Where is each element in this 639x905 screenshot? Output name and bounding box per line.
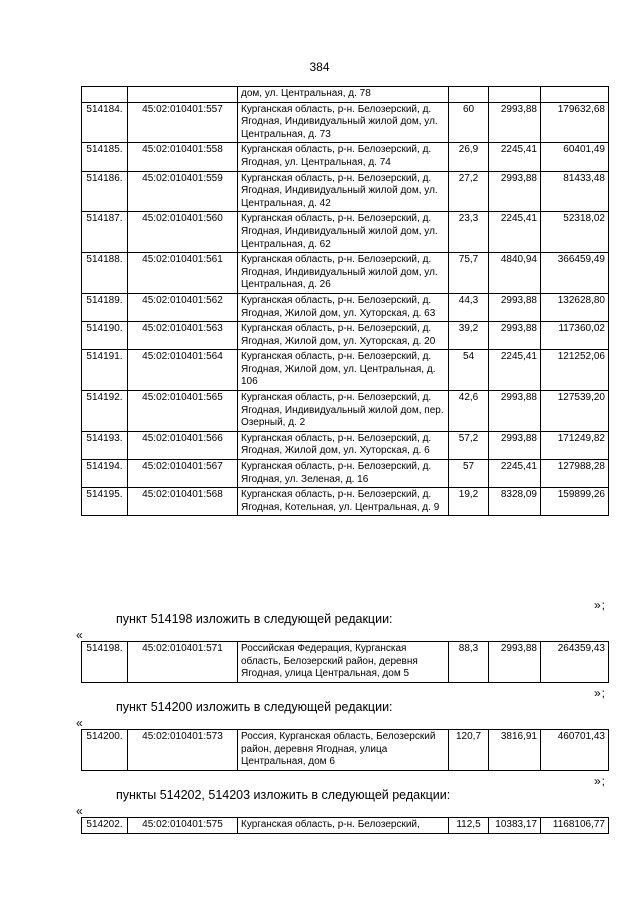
cadastral-number-cell: 45:02:010401:563 xyxy=(128,322,238,350)
table-row xyxy=(82,391,609,432)
cadastral-value-cell xyxy=(541,87,609,103)
cadastral-value-cell: 366459,49 xyxy=(541,253,609,294)
address-cell: Российская Федерация, Курганская область, Белозерский район, деревня Ягодная, улица Центральная, дом 5 xyxy=(238,642,449,683)
specific-value-cell: 10383,17 xyxy=(489,818,541,834)
table-row xyxy=(82,818,609,834)
address-cell: Курганская область, р-н. Белозерский, д. Ягодная, Котельная, ул. Центральная, д. 9 xyxy=(238,488,449,516)
specific-value-cell: 2245,41 xyxy=(489,460,541,488)
row-number-cell xyxy=(82,87,128,103)
cadastral-value-cell: 127988,28 xyxy=(541,460,609,488)
table-row xyxy=(82,143,609,171)
row-number-cell: 514184. xyxy=(82,102,128,143)
address-cell: Россия, Курганская область, Белозерский район, деревня Ягодная, улица Центральная, дом 6 xyxy=(238,730,449,771)
area-cell: 57 xyxy=(449,460,489,488)
amendment-paragraph: пункт 514200 изложить в следующей редакции: xyxy=(116,700,393,714)
row-number-cell: 514194. xyxy=(82,460,128,488)
table-row xyxy=(82,102,609,143)
address-cell: Курганская область, р-н. Белозерский, д. Ягодная, Жилой дом, ул. Хуторская, д. 63 xyxy=(238,293,449,321)
specific-value-cell: 2245,41 xyxy=(489,143,541,171)
address-cell: дом, ул. Центральная, д. 78 xyxy=(238,87,449,103)
table-row xyxy=(82,642,609,683)
cadastral-number-cell: 45:02:010401:573 xyxy=(128,730,238,771)
table-row xyxy=(82,488,609,516)
specific-value-cell: 2993,88 xyxy=(489,171,541,212)
table-row xyxy=(82,253,609,294)
page-number: 384 xyxy=(309,60,330,74)
row-number-cell: 514186. xyxy=(82,171,128,212)
address-cell: Курганская область, р-н. Белозерский, д. Ягодная, ул. Центральная, д. 74 xyxy=(238,143,449,171)
area-cell: 26,9 xyxy=(449,143,489,171)
row-number-cell: 514200. xyxy=(82,730,128,771)
table-row xyxy=(82,322,609,350)
cadastral-value-cell: 171249,82 xyxy=(541,431,609,459)
row-number-cell: 514193. xyxy=(82,431,128,459)
row-number-cell: 514202. xyxy=(82,818,128,834)
address-cell: Курганская область, р-н. Белозерский, д. Ягодная, Индивидуальный жилой дом, пер. Озерный, д. 2 xyxy=(238,391,449,432)
cadastral-value-cell: 60401,49 xyxy=(541,143,609,171)
specific-value-cell: 3816,91 xyxy=(489,730,541,771)
specific-value-cell: 4840,94 xyxy=(489,253,541,294)
cadastral-number-cell: 45:02:010401:560 xyxy=(128,212,238,253)
specific-value-cell: 2993,88 xyxy=(489,102,541,143)
cadastral-value-cell: 179632,68 xyxy=(541,102,609,143)
address-cell: Курганская область, р-н. Белозерский, д. Ягодная, Индивидуальный жилой дом, ул. Центральная, д. 62 xyxy=(238,212,449,253)
cadastral-value-cell: 121252,06 xyxy=(541,350,609,391)
cadastral-number-cell: 45:02:010401:575 xyxy=(128,818,238,834)
cadastral-value-cell: 264359,43 xyxy=(541,642,609,683)
area-cell: 23,3 xyxy=(449,212,489,253)
opening-quote: « xyxy=(76,628,83,642)
address-cell: Курганская область, р-н. Белозерский, д. Ягодная, ул. Зеленая, д. 16 xyxy=(238,460,449,488)
area-cell: 60 xyxy=(449,102,489,143)
cadastral-number-cell: 45:02:010401:565 xyxy=(128,391,238,432)
cadastral-value-cell: 1168106,77 xyxy=(541,818,609,834)
closing-quote: »; xyxy=(594,686,607,700)
closing-quote: »; xyxy=(594,598,607,612)
row-number-cell: 514187. xyxy=(82,212,128,253)
specific-value-cell: 8328,09 xyxy=(489,488,541,516)
area-cell: 112,5 xyxy=(449,818,489,834)
cadastral-number-cell: 45:02:010401:561 xyxy=(128,253,238,294)
register-table xyxy=(81,817,609,834)
cadastral-number-cell: 45:02:010401:558 xyxy=(128,143,238,171)
row-number-cell: 514188. xyxy=(82,253,128,294)
address-cell: Курганская область, р-н. Белозерский, д. Ягодная, Индивидуальный жилой дом, ул. Центральная, д. 42 xyxy=(238,171,449,212)
row-number-cell: 514192. xyxy=(82,391,128,432)
row-number-cell: 514185. xyxy=(82,143,128,171)
specific-value-cell xyxy=(489,87,541,103)
address-cell: Курганская область, р-н. Белозерский, д. Ягодная, Жилой дом, ул. Хуторская, д. 20 xyxy=(238,322,449,350)
address-cell: Курганская область, р-н. Белозерский, д. Ягодная, Жилой дом, ул. Хуторская, д. 6 xyxy=(238,431,449,459)
area-cell: 120,7 xyxy=(449,730,489,771)
area-cell: 54 xyxy=(449,350,489,391)
amendment-paragraph: пункты 514202, 514203 изложить в следующей редакции: xyxy=(116,788,451,802)
specific-value-cell: 2245,41 xyxy=(489,212,541,253)
table-row xyxy=(82,730,609,771)
area-cell: 42,6 xyxy=(449,391,489,432)
register-table xyxy=(81,729,609,771)
cadastral-value-cell: 81433,48 xyxy=(541,171,609,212)
closing-quote: »; xyxy=(594,774,607,788)
cadastral-value-cell: 159899,26 xyxy=(541,488,609,516)
specific-value-cell: 2993,88 xyxy=(489,322,541,350)
specific-value-cell: 2993,88 xyxy=(489,391,541,432)
table-row xyxy=(82,212,609,253)
opening-quote: « xyxy=(76,716,83,730)
area-cell xyxy=(449,87,489,103)
amendment-paragraph: пункт 514198 изложить в следующей редакции: xyxy=(116,612,393,626)
cadastral-value-cell: 117360,02 xyxy=(541,322,609,350)
area-cell: 44,3 xyxy=(449,293,489,321)
specific-value-cell: 2993,88 xyxy=(489,642,541,683)
cadastral-number-cell: 45:02:010401:567 xyxy=(128,460,238,488)
area-cell: 19,2 xyxy=(449,488,489,516)
cadastral-number-cell: 45:02:010401:568 xyxy=(128,488,238,516)
row-number-cell: 514191. xyxy=(82,350,128,391)
cadastral-number-cell: 45:02:010401:562 xyxy=(128,293,238,321)
cadastral-value-cell: 52318,02 xyxy=(541,212,609,253)
cadastral-value-cell: 127539,20 xyxy=(541,391,609,432)
address-cell: Курганская область, р-н. Белозерский, д. Ягодная, Индивидуальный жилой дом, ул. Центральная, д. 73 xyxy=(238,102,449,143)
area-cell: 75,7 xyxy=(449,253,489,294)
cadastral-value-cell: 132628,80 xyxy=(541,293,609,321)
row-number-cell: 514190. xyxy=(82,322,128,350)
table-row xyxy=(82,350,609,391)
cadastral-number-cell: 45:02:010401:566 xyxy=(128,431,238,459)
address-cell: Курганская область, р-н. Белозерский, д. Ягодная, Жилой дом, ул. Центральная, д. 106 xyxy=(238,350,449,391)
area-cell: 88,3 xyxy=(449,642,489,683)
opening-quote: « xyxy=(76,804,83,818)
register-table xyxy=(81,86,609,516)
area-cell: 57,2 xyxy=(449,431,489,459)
cadastral-number-cell: 45:02:010401:557 xyxy=(128,102,238,143)
table-row xyxy=(82,87,609,103)
table-row xyxy=(82,460,609,488)
cadastral-number-cell: 45:02:010401:559 xyxy=(128,171,238,212)
table-row xyxy=(82,293,609,321)
row-number-cell: 514189. xyxy=(82,293,128,321)
specific-value-cell: 2245,41 xyxy=(489,350,541,391)
register-table xyxy=(81,641,609,683)
row-number-cell: 514195. xyxy=(82,488,128,516)
specific-value-cell: 2993,88 xyxy=(489,431,541,459)
cadastral-number-cell xyxy=(128,87,238,103)
address-cell: Курганская область, р-н. Белозерский, д. Ягодная, Индивидуальный жилой дом, ул. Центральная, д. 26 xyxy=(238,253,449,294)
table-row xyxy=(82,431,609,459)
area-cell: 27,2 xyxy=(449,171,489,212)
table-row xyxy=(82,171,609,212)
cadastral-value-cell: 460701,43 xyxy=(541,730,609,771)
area-cell: 39,2 xyxy=(449,322,489,350)
specific-value-cell: 2993,88 xyxy=(489,293,541,321)
cadastral-number-cell: 45:02:010401:564 xyxy=(128,350,238,391)
row-number-cell: 514198. xyxy=(82,642,128,683)
address-cell: Курганская область, р-н. Белозерский, xyxy=(238,818,449,834)
cadastral-number-cell: 45:02:010401:571 xyxy=(128,642,238,683)
